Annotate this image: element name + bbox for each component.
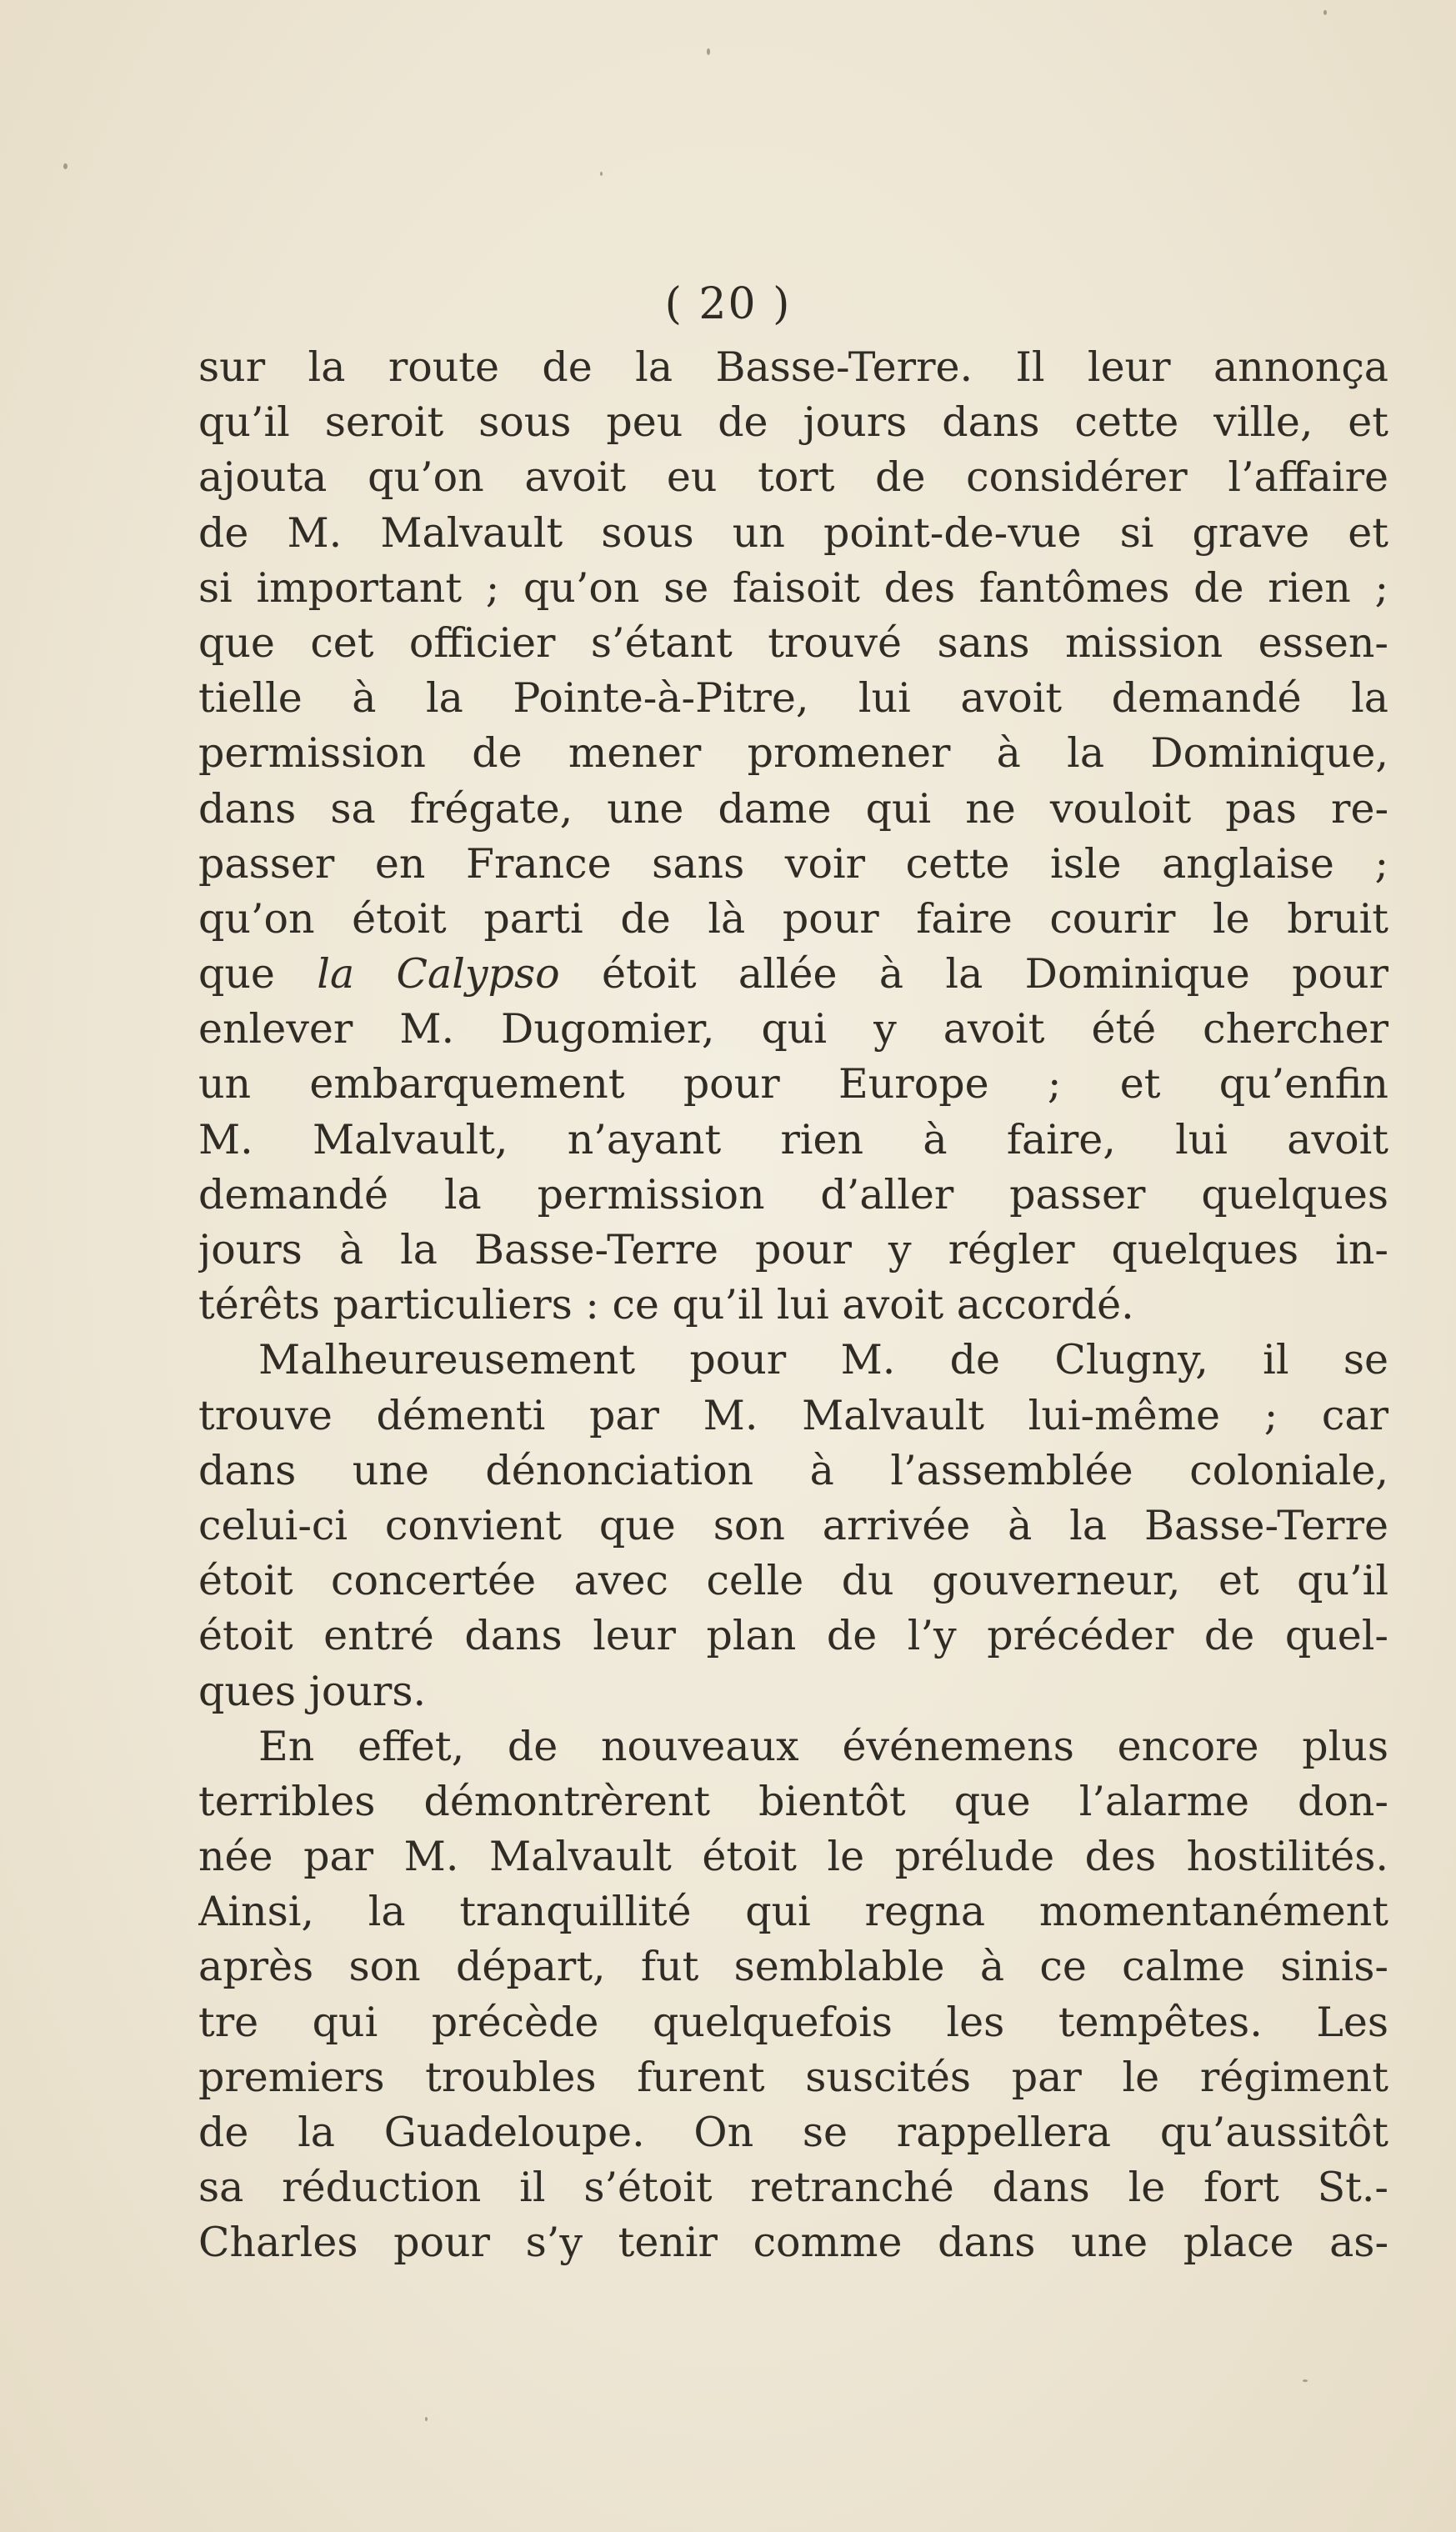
- paper-speck: [425, 2417, 428, 2421]
- text-line: qu’on étoit parti de là pour faire courir le bruit: [198, 894, 1388, 943]
- text-line: [198, 947, 1388, 1002]
- paper-speck: [707, 48, 710, 55]
- text-span: que: [198, 950, 318, 998]
- text-line: née par M. Malvault étoit le prélude des hostilités.: [198, 1833, 1388, 1881]
- paper-speck: [1323, 10, 1327, 15]
- text-line: tre qui précède quelquefois les tempêtes. Les: [198, 1998, 1388, 2046]
- text-line: dans une dénonciation à l’assemblée coloniale,: [198, 1446, 1388, 1494]
- text-line: si important ; qu’on se faisoit des fantômes de rien ;: [198, 563, 1388, 612]
- text-line: de la Guadeloupe. On se rappellera qu’aussitôt: [198, 2109, 1388, 2156]
- text-line: Charles pour s’y tenir comme dans une place as-: [198, 2219, 1388, 2267]
- text-line: un embarquement pour Europe ; et qu’enfin: [198, 1060, 1388, 1108]
- text-line: terribles démontrèrent bientôt que l’alarme don-: [198, 1777, 1388, 1825]
- text-line: dans sa frégate, une dame qui ne vouloit pas re-: [198, 784, 1388, 833]
- text-line: ques jours.: [198, 1667, 427, 1715]
- text-line: enlever M. Dugomier, qui y avoit été chercher: [198, 1005, 1388, 1053]
- text-line: térêts particuliers : ce qu’il lui avoit accordé.: [198, 1281, 1134, 1329]
- text-line: tielle à la Pointe-à-Pitre, lui avoit demandé la: [198, 674, 1388, 723]
- text-line: sa réduction il s’étoit retranché dans le fort St.-: [198, 2164, 1388, 2212]
- paper-speck: [600, 172, 603, 176]
- text-line: qu’il seroit sous peu de jours dans cette ville, et: [198, 398, 1388, 447]
- text-line: Ainsi, la tranquillité qui regna momentanément: [198, 1888, 1388, 1936]
- paragraph-first-line: En effet, de nouveaux événemens encore plus: [258, 1722, 1388, 1770]
- text-line: premiers troubles furent suscités par le régiment: [198, 2053, 1388, 2101]
- text-line: M. Malvault, n’ayant rien à faire, lui avoit: [198, 1115, 1388, 1163]
- text-line: que cet officier s’étant trouvé sans mission essen-: [198, 618, 1388, 667]
- text-line: étoit concertée avec celle du gouverneur, et qu’il: [198, 1557, 1388, 1605]
- text-line: trouve démenti par M. Malvault lui-même ; car: [198, 1391, 1388, 1439]
- text-line: demandé la permission d’aller passer quelques: [198, 1170, 1388, 1218]
- text-line: après son départ, fut semblable à ce calme sinis-: [198, 1943, 1388, 1991]
- text-line: passer en France sans voir cette isle anglaise ;: [198, 839, 1388, 888]
- body-text: [198, 340, 1388, 2271]
- text-line: jours à la Basse-Terre pour y régler quelques in-: [198, 1226, 1388, 1274]
- paragraph-first-line: Malheureusement pour M. de Clugny, il se: [258, 1336, 1388, 1384]
- text-line: étoit entré dans leur plan de l’y précéder de quel-: [198, 1612, 1388, 1660]
- text-span: étoit allée à la Dominique pour: [559, 950, 1388, 998]
- text-line: sur la route de la Basse-Terre. Il leur annonça: [198, 343, 1388, 391]
- text-line: permission de mener promener à la Dominique,: [198, 729, 1388, 778]
- text-line: celui-ci convient que son arrivée à la Basse-Terre: [198, 1501, 1388, 1549]
- text-line: ajouta qu’on avoit eu tort de considérer l’affaire: [198, 453, 1388, 502]
- ship-name-italic: la Calypso: [317, 950, 560, 998]
- page-number: ( 20 ): [664, 279, 792, 329]
- paper-speck: [1303, 2379, 1308, 2382]
- paper-speck: [63, 163, 68, 169]
- text-line: de M. Malvault sous un point-de-vue si grave et: [198, 508, 1388, 557]
